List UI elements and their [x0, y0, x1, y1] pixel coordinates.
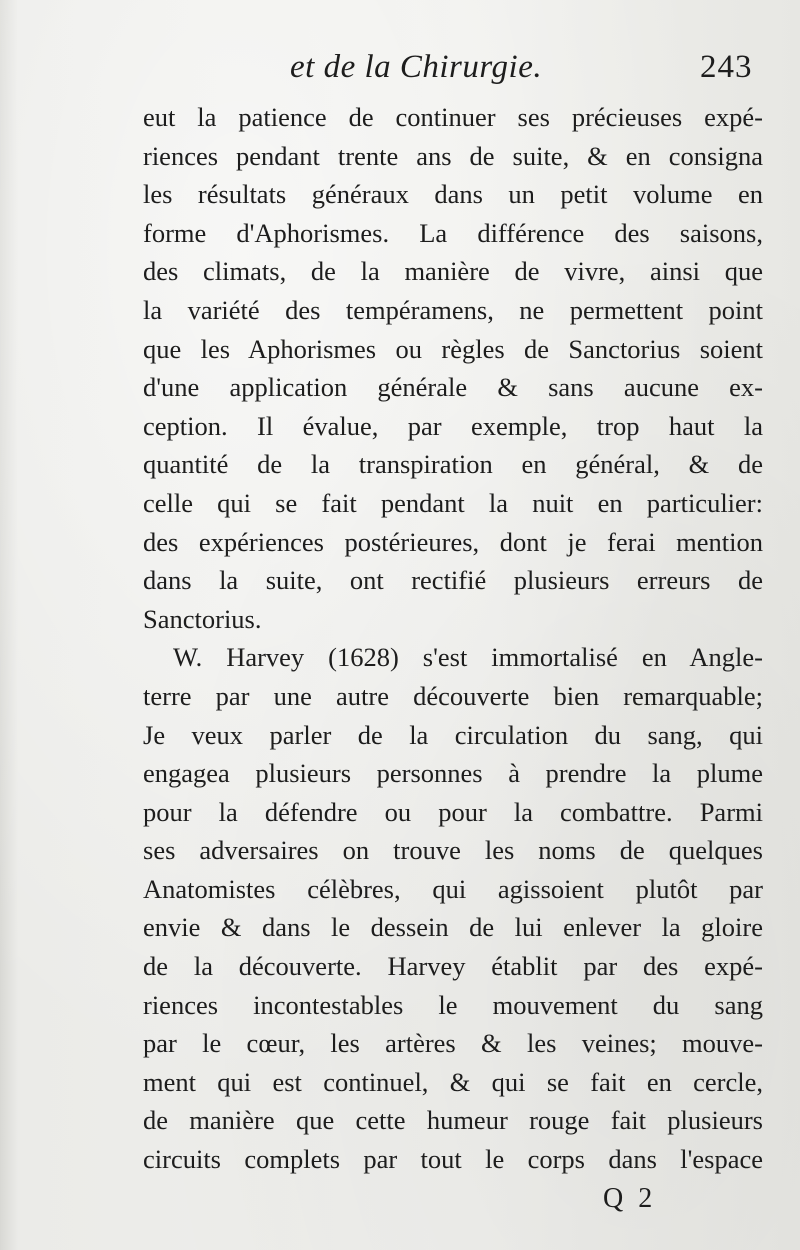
text-line: par le cœur, les artères & les veines; mouve- [143, 1028, 763, 1059]
text-line: ception. Il évalue, par exemple, trop haut la [143, 410, 763, 441]
text-line: les résultats généraux dans un petit volume en [143, 179, 763, 210]
signature-mark: Q 2 [603, 1183, 657, 1214]
page-header [0, 45, 800, 95]
text-line: celle qui se fait pendant la nuit en particulier: [143, 487, 763, 518]
text-line: envie & dans le dessein de lui enlever la gloire [143, 912, 763, 943]
text-line: dans la suite, ont rectifié plusieurs erreurs de [143, 565, 763, 596]
text-line: quantité de la transpiration en général, & de [143, 449, 763, 480]
running-title: et de la Chirurgie. [290, 49, 543, 85]
text-line: ment qui est continuel, & qui se fait en cercle, [143, 1066, 763, 1097]
text-line: engagea plusieurs personnes à prendre la plume [143, 758, 763, 789]
text-line: terre par une autre découverte bien remarquable; [143, 680, 763, 711]
text-line: de la découverte. Harvey établit par des expé- [143, 951, 763, 982]
text-line: d'une application générale & sans aucune ex- [143, 372, 763, 403]
text-line: riences incontestables le mouvement du sang [143, 989, 763, 1020]
text-line: forme d'Aphorismes. La différence des saisons, [143, 217, 763, 248]
text-line: Anatomistes célèbres, qui agissoient plutôt par [143, 873, 763, 904]
text-line: que les Aphorismes ou règles de Sanctorius soient [143, 333, 763, 364]
text-line: Sanctorius. [143, 603, 262, 634]
body-text [143, 98, 763, 1179]
text-line: circuits complets par tout le corps dans l'espace [143, 1144, 763, 1175]
text-line: des expériences postérieures, dont je ferai mention [143, 526, 763, 557]
text-line: riences pendant trente ans de suite, & en consigna [143, 140, 763, 171]
text-line: Je veux parler de la circulation du sang, qui [143, 719, 763, 750]
text-line: de manière que cette humeur rouge fait plusieurs [143, 1105, 763, 1136]
text-line: ses adversaires on trouve les noms de quelques [143, 835, 763, 866]
page-number: 243 [700, 49, 753, 85]
text-line: la variété des tempéramens, ne permettent point [143, 294, 763, 325]
text-line: pour la défendre ou pour la combattre. Parmi [143, 796, 763, 827]
text-line: W. Harvey (1628) s'est immortalisé en Angle- [173, 642, 763, 673]
text-line: des climats, de la manière de vivre, ainsi que [143, 256, 763, 287]
text-line: eut la patience de continuer ses précieuses expé- [143, 102, 763, 132]
